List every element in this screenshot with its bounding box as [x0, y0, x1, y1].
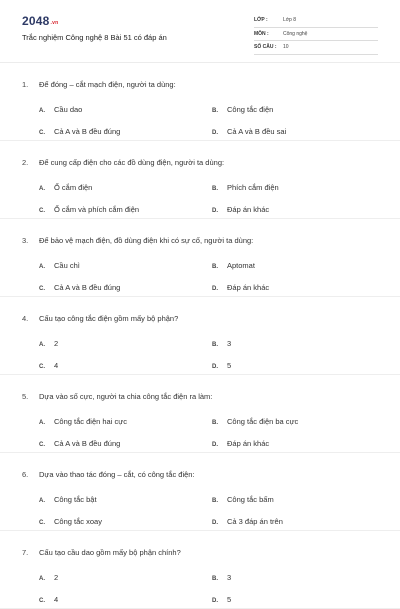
option-text: Cả 3 đáp án trên — [227, 517, 283, 526]
meta-value: Lớp 8 — [283, 17, 297, 23]
option-b[interactable] — [212, 105, 273, 114]
question-text: Dựa vào thao tác đóng – cắt, có công tắc điện: — [39, 470, 195, 479]
option-letter: C. — [39, 520, 45, 526]
question-list — [0, 63, 400, 609]
question-text: Để đóng – cắt mạch điện, người ta dùng: — [39, 80, 176, 89]
option-letter: C. — [39, 208, 45, 214]
question-number: 3. — [22, 236, 29, 245]
meta-row-grade — [254, 14, 378, 28]
option-a[interactable] — [39, 573, 58, 582]
option-text: Phích cắm điện — [227, 183, 279, 192]
option-letter: D. — [212, 130, 218, 136]
question-number: 5. — [22, 392, 29, 401]
option-d[interactable] — [212, 595, 231, 604]
meta-value: 10 — [283, 44, 289, 50]
option-b[interactable] — [212, 417, 298, 426]
option-letter: C. — [39, 286, 45, 292]
option-text: 3 — [227, 573, 232, 582]
question-stem — [22, 236, 253, 245]
option-b[interactable] — [212, 339, 231, 348]
question-number: 4. — [22, 314, 29, 323]
option-letter: D. — [212, 598, 218, 604]
meta-value: Công nghệ — [283, 30, 308, 37]
option-letter: C. — [39, 598, 45, 604]
option-text: 4 — [54, 361, 59, 370]
question-item — [0, 141, 400, 219]
option-letter: D. — [212, 364, 218, 370]
option-letter: B. — [212, 264, 218, 270]
meta-label: SỐ CÂU : — [254, 44, 277, 50]
option-letter: A. — [39, 420, 45, 426]
question-text: Cấu tạo công tắc điện gồm mấy bộ phận? — [39, 314, 179, 323]
option-text: 2 — [54, 573, 59, 582]
option-letter: B. — [212, 108, 218, 114]
option-letter: B. — [212, 186, 218, 192]
meta-row-subject — [254, 28, 378, 42]
option-text: Cả A và B đều đúng — [54, 283, 121, 292]
option-text: Cả A và B đều đúng — [54, 127, 121, 136]
logo-text: 2048 — [22, 14, 50, 28]
option-letter: A. — [39, 576, 45, 582]
option-text: Công tắc bấm — [227, 495, 274, 504]
option-text: 2 — [54, 339, 59, 348]
meta-info — [254, 14, 378, 55]
option-text: Công tắc điện hai cực — [54, 417, 127, 426]
option-b[interactable] — [212, 573, 231, 582]
option-d[interactable] — [212, 283, 269, 292]
option-text: Đáp án khác — [227, 439, 270, 448]
question-stem — [22, 80, 176, 89]
option-c[interactable] — [39, 361, 58, 370]
option-text: Cả A và B đều sai — [227, 127, 287, 136]
option-letter: D. — [212, 286, 218, 292]
option-c[interactable] — [39, 205, 139, 214]
option-c[interactable] — [39, 595, 58, 604]
option-text: Aptomat — [227, 261, 255, 270]
option-a[interactable] — [39, 105, 82, 114]
option-c[interactable] — [39, 283, 120, 292]
option-a[interactable] — [39, 339, 58, 348]
option-text: Đáp án khác — [227, 283, 270, 292]
meta-row-count — [254, 41, 378, 55]
question-item — [0, 297, 400, 375]
option-letter: A. — [39, 186, 45, 192]
option-a[interactable] — [39, 261, 80, 270]
question-item — [0, 453, 400, 531]
meta-label: LỚP : — [254, 17, 268, 23]
option-d[interactable] — [212, 517, 283, 526]
question-stem — [22, 548, 181, 557]
option-text: Công tắc xoay — [54, 517, 102, 526]
option-d[interactable] — [212, 361, 231, 370]
option-letter: A. — [39, 108, 45, 114]
question-item — [0, 219, 400, 297]
meta-label: MÔN : — [254, 30, 269, 37]
option-a[interactable] — [39, 495, 97, 504]
option-letter: D. — [212, 520, 218, 526]
question-item — [0, 375, 400, 453]
question-stem — [22, 470, 195, 479]
option-letter: C. — [39, 130, 45, 136]
question-item — [0, 531, 400, 609]
option-letter: D. — [212, 442, 218, 448]
option-d[interactable] — [212, 127, 286, 136]
option-c[interactable] — [39, 439, 120, 448]
option-a[interactable] — [39, 417, 127, 426]
option-letter: A. — [39, 264, 45, 270]
question-text: Để cung cấp điện cho các đồ dùng điện, người ta dùng: — [39, 158, 225, 167]
logo-domain: .vn — [50, 20, 59, 26]
option-text: Công tắc bật — [54, 495, 97, 504]
question-stem — [22, 314, 178, 323]
option-text: Công tắc điện ba cực — [227, 417, 299, 426]
page-title: Trắc nghiệm Công nghệ 8 Bài 51 có đáp án — [22, 33, 167, 42]
option-text: Ổ cắm và phích cắm điện — [54, 205, 140, 214]
option-letter: D. — [212, 208, 218, 214]
option-d[interactable] — [212, 439, 269, 448]
option-text: Đáp án khác — [227, 205, 270, 214]
question-stem — [22, 158, 224, 167]
site-logo[interactable] — [22, 14, 58, 28]
option-text: 5 — [227, 595, 232, 604]
question-text: Dựa vào số cực, người ta chia công tắc điện ra làm: — [39, 392, 213, 401]
option-b[interactable] — [212, 183, 279, 192]
option-d[interactable] — [212, 205, 269, 214]
question-number: 7. — [22, 548, 29, 557]
option-letter: B. — [212, 576, 218, 582]
option-c[interactable] — [39, 517, 102, 526]
option-letter: B. — [212, 342, 218, 348]
option-text: 5 — [227, 361, 232, 370]
option-c[interactable] — [39, 127, 120, 136]
option-text: Cầu dao — [54, 105, 83, 114]
option-text: Cầu chì — [54, 261, 80, 270]
option-b[interactable] — [212, 261, 255, 270]
option-b[interactable] — [212, 495, 274, 504]
question-number: 1. — [22, 80, 29, 89]
option-letter: B. — [212, 498, 218, 504]
question-item — [0, 63, 400, 141]
option-letter: C. — [39, 442, 45, 448]
question-stem — [22, 392, 212, 401]
option-letter: B. — [212, 420, 218, 426]
option-letter: C. — [39, 364, 45, 370]
question-number: 2. — [22, 158, 29, 167]
question-text: Cấu tạo cầu dao gồm mấy bộ phận chính? — [39, 548, 181, 557]
option-text: Cả A và B đều đúng — [54, 439, 121, 448]
option-text: 4 — [54, 595, 59, 604]
option-letter: A. — [39, 342, 45, 348]
option-text: Ổ cắm điện — [54, 183, 93, 192]
question-number: 6. — [22, 470, 29, 479]
option-letter: A. — [39, 498, 45, 504]
option-text: Công tắc điện — [227, 105, 274, 114]
header — [0, 0, 400, 62]
question-text: Để bảo vệ mạch điện, đồ dùng điện khi có sự cố, người ta dùng: — [39, 236, 254, 245]
option-a[interactable] — [39, 183, 92, 192]
option-text: 3 — [227, 339, 232, 348]
